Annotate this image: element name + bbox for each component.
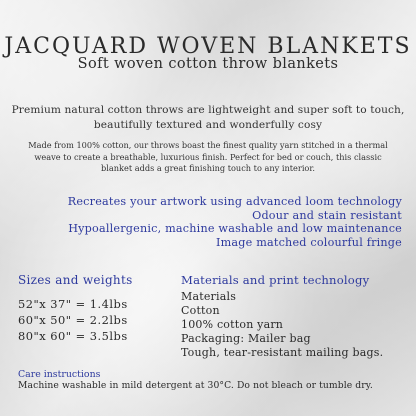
size-item: 60"x 50" = 2.2lbs bbox=[18, 312, 128, 327]
feature-item: Image matched colourful fringe bbox=[215, 235, 402, 249]
description-line: weave to create a breathable, luxurious finish. Perfect for bed or couch, this classic bbox=[34, 151, 382, 162]
page-subtitle: Soft woven cotton throw blankets bbox=[77, 56, 339, 72]
feature-list bbox=[2, 195, 402, 249]
feature-item: Odour and stain resistant bbox=[252, 208, 402, 222]
materials-item: Cotton bbox=[181, 304, 220, 317]
sizes-heading: Sizes and weights bbox=[18, 273, 133, 287]
intro-paragraph bbox=[10, 103, 406, 133]
sizes-list bbox=[18, 297, 128, 344]
materials-item: 100% cotton yarn bbox=[181, 318, 284, 331]
care-heading: Care instructions bbox=[18, 369, 101, 380]
materials-list bbox=[181, 290, 383, 360]
description-paragraph bbox=[8, 140, 408, 175]
description-line: Made from 100% cotton, our throws boast the finest quality yarn stitched in a thermal bbox=[28, 140, 388, 150]
materials-heading: Materials and print technology bbox=[181, 273, 370, 287]
intro-line: beautifully textured and wonderfully cosy bbox=[93, 119, 323, 131]
materials-item: Packaging: Mailer bag bbox=[181, 332, 311, 345]
materials-item: Materials bbox=[181, 290, 237, 303]
page-title: JACQUARD WOVEN BLANKETS bbox=[4, 34, 412, 59]
feature-item: Recreates your artwork using advanced loom technology bbox=[67, 195, 402, 208]
care-text: Machine washable in mild detergent at 30°C. Do not bleach or tumble dry. bbox=[18, 380, 373, 391]
feature-item: Hypoallergenic, machine washable and low maintenance bbox=[68, 222, 402, 236]
materials-item: Tough, tear-resistant mailing bags. bbox=[181, 346, 384, 359]
size-item: 52"x 37" = 1.4lbs bbox=[18, 297, 128, 311]
size-item: 80"x 60" = 3.5lbs bbox=[18, 328, 128, 343]
description-line: blanket adds a great finishing touch to any interior. bbox=[101, 163, 315, 173]
intro-line: Premium natural cotton throws are lightweight and super soft to touch, bbox=[11, 104, 405, 116]
